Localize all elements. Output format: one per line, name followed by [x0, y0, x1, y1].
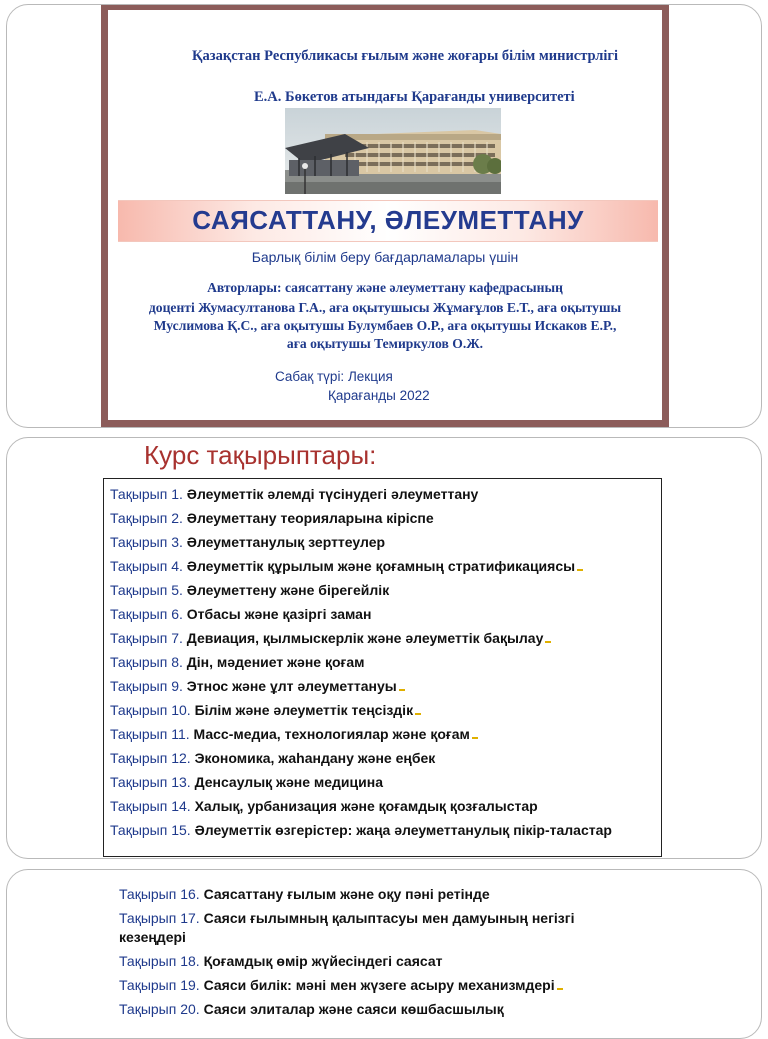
- topic-text: Білім және әлеуметтік теңсіздік: [194, 702, 414, 718]
- topic-item: [110, 650, 661, 674]
- topic-label: Тақырып 6.: [110, 606, 183, 622]
- topic-item: [119, 906, 639, 949]
- university-name: Е.А. Бөкетов атындағы Қарағанды университеті: [254, 89, 575, 105]
- comment-marker: [577, 569, 583, 571]
- topic-item: [110, 626, 661, 650]
- topic-text: Масс-медиа, технологиялар және қоғам: [193, 726, 470, 742]
- comment-marker: [545, 641, 551, 643]
- topic-text: Девиация, қылмыскерлік және әлеуметтік бақылау: [186, 630, 544, 646]
- topic-item: [110, 794, 661, 818]
- topic-item: [110, 722, 661, 746]
- topic-item: [110, 602, 661, 626]
- topic-text: Халық, урбанизация және қоғамдық қозғалыстар: [194, 798, 538, 814]
- topics-list: [119, 882, 679, 1021]
- topic-label: Тақырып 19.: [119, 977, 200, 993]
- comment-marker: [415, 713, 421, 715]
- topic-label: Тақырып 10.: [110, 702, 191, 718]
- topic-text: Саяси элиталар және саяси көшбасшылық: [203, 1001, 504, 1017]
- programs-note: Барлық білім беру бағдарламалары үшін: [251, 249, 519, 265]
- topic-text: Әлеуметтік құрылым және қоғамның стратификациясы: [186, 558, 576, 574]
- topics-list: [103, 478, 662, 857]
- topic-label: Тақырып 16.: [119, 886, 200, 902]
- topic-text: Әлеуметтік әлемді түсінудегі әлеуметтану: [186, 486, 479, 502]
- topic-label: Тақырып 12.: [110, 750, 191, 766]
- lesson-type: Сабақ түрі: Лекция: [275, 369, 393, 384]
- authors-line: доценті Жумасултанова Г.А., аға оқытушысы Жұмағұлов Е.Т., аға оқытушы: [148, 300, 622, 315]
- topic-item: [110, 506, 661, 530]
- topic-label: Тақырып 17.: [119, 910, 200, 926]
- topic-label: Тақырып 2.: [110, 510, 183, 526]
- topic-item: [110, 698, 661, 722]
- slide-course-topics-continued: [6, 869, 762, 1039]
- topic-label: Тақырып 1.: [110, 486, 183, 502]
- topic-label: Тақырып 3.: [110, 534, 183, 550]
- topic-text: Этнос және ұлт әлеуметтануы: [186, 678, 397, 694]
- topic-text: Отбасы және қазіргі заман: [186, 606, 372, 622]
- topic-label: Тақырып 4.: [110, 558, 183, 574]
- topic-text: Әлеуметтану теорияларына кіріспе: [186, 510, 434, 526]
- topic-label: Тақырып 14.: [110, 798, 191, 814]
- topic-label: Тақырып 8.: [110, 654, 183, 670]
- topic-item: [110, 578, 661, 602]
- authors-line: Авторлары: саясаттану және әлеуметтану кафедрасының: [207, 280, 563, 295]
- topic-item: [119, 949, 679, 973]
- topic-text: Саяси билік: мәні мен жүзеге асыру механизмдері: [203, 977, 555, 993]
- topic-label: Тақырып 5.: [110, 582, 183, 598]
- topic-item: [110, 818, 650, 840]
- topic-item: [119, 973, 679, 997]
- slide-title: [6, 4, 762, 428]
- topic-label: Тақырып 9.: [110, 678, 183, 694]
- topic-item: [110, 554, 661, 578]
- topic-text: Әлеуметтік өзгерістер: жаңа әлеуметтанулық пікір-таластар: [194, 822, 612, 838]
- comment-marker: [399, 689, 405, 691]
- course-title: САЯСАТТАНУ, ӘЛЕУМЕТТАНУ: [192, 205, 584, 235]
- university-building-image: [285, 108, 501, 194]
- topic-item: [110, 674, 661, 698]
- comment-marker: [557, 988, 563, 990]
- topic-item: [110, 770, 661, 794]
- slide-course-topics: [6, 437, 762, 859]
- topic-label: Тақырып 18.: [119, 953, 200, 969]
- topic-label: Тақырып 13.: [110, 774, 191, 790]
- city-year: Қарағанды 2022: [328, 388, 430, 403]
- topic-item: [110, 530, 661, 554]
- authors-line: аға оқытушы Темиркулов О.Ж.: [286, 336, 484, 351]
- topic-text: Саясаттану ғылым және оқу пәні ретінде: [203, 886, 490, 902]
- ministry-name: Қазақстан Республикасы ғылым және жоғары білім министрлігі: [192, 48, 619, 64]
- topic-label: Тақырып 15.: [110, 822, 191, 838]
- comment-marker: [472, 737, 478, 739]
- authors-block: [112, 279, 658, 353]
- title-frame: [101, 4, 669, 427]
- topic-item: [110, 482, 661, 506]
- topic-text: Дін, мәдениет және қоғам: [186, 654, 365, 670]
- authors-line: Муслимова Қ.С., аға оқытушы Булумбаев О.Р., аға оқытушы Искаков Е.Р.,: [153, 318, 617, 333]
- topic-text: Экономика, жаһандану және еңбек: [194, 750, 436, 766]
- topic-text: Әлеуметтену және бірегейлік: [186, 582, 390, 598]
- topic-label: Тақырып 7.: [110, 630, 183, 646]
- topic-text: Саяси ғылымның қалыптасуы мен дамуының негізгі кезеңдері: [119, 910, 575, 945]
- topic-item: [119, 997, 679, 1021]
- topic-item: [110, 746, 661, 770]
- topic-item: [119, 882, 679, 906]
- topic-text: Денсаулық және медицина: [194, 774, 383, 790]
- topic-text: Қоғамдық өмір жүйесіндегі саясат: [203, 953, 443, 969]
- course-topics-heading: Курс тақырыптары:: [144, 440, 377, 470]
- topic-label: Тақырып 20.: [119, 1001, 200, 1017]
- topic-text: Әлеуметтанулық зерттеулер: [186, 534, 386, 550]
- topic-label: Тақырып 11.: [110, 726, 190, 742]
- title-banner: [118, 200, 658, 242]
